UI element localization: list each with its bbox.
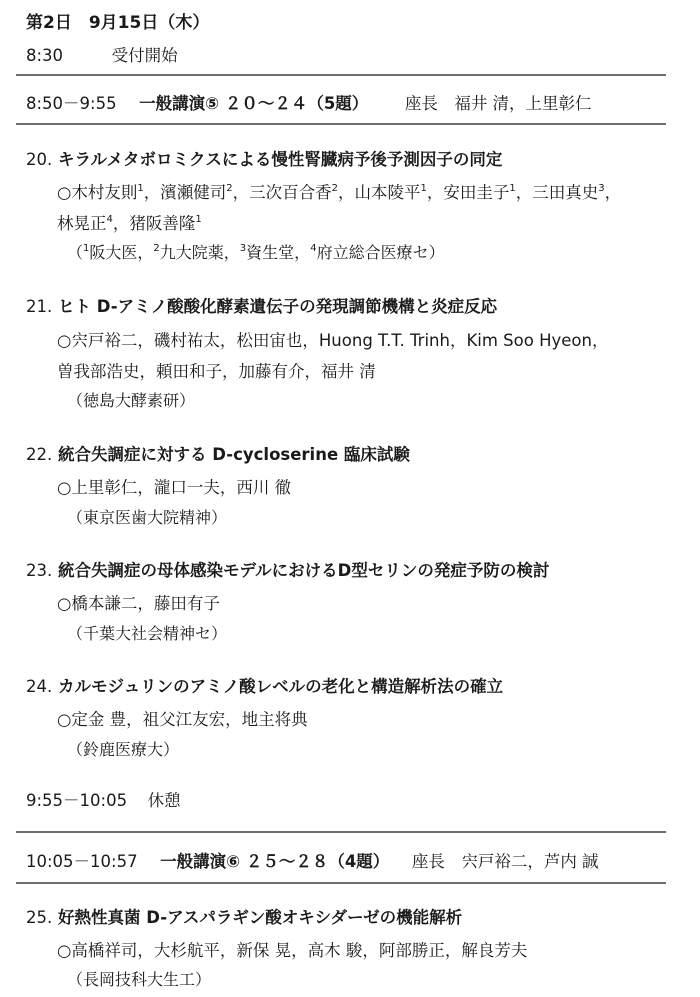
talk-25-title: 好熱性真菌 D-アスパラギン酸オキシダーゼの機能解析	[58, 908, 463, 927]
talk-24-affiliation: （鈴鹿医療大）	[67, 740, 180, 759]
talk-24-number: 24.	[26, 677, 53, 696]
reception-time: 8:30	[26, 46, 64, 65]
day-header: 第2日 9月15日（木）	[26, 13, 210, 33]
break-row	[26, 787, 181, 811]
talk-23-number: 23.	[26, 561, 53, 580]
divider	[16, 123, 666, 125]
talk-25-authors: ○高橋祥司，大杉航平，新保 晃，高木 駿，阿部勝正，解良芳夫	[57, 941, 528, 960]
talk-24-authors: ○定金 豊，祖父江友宏，地主将典	[57, 710, 308, 729]
break-time: 9:55－10:05	[26, 791, 128, 810]
talk-22-affiliation: （東京医歯大院精神）	[67, 508, 228, 527]
reception-text: 受付開始	[111, 46, 178, 65]
talk-20-authors-1: ○木村友則$^1$，濱瀬健司$^2$，三次百合香$^2$，山本陵平$^1$，安田圭子$^1$，三田真史$^3$，	[57, 183, 622, 202]
break-text: 休憩	[147, 791, 181, 810]
divider	[16, 831, 666, 833]
talk-21-title-row	[26, 293, 497, 317]
session-6-chair: 座長 宍戸裕二，芦内 誠	[411, 852, 599, 871]
session-5-chair: 座長 福井 清，上里彰仁	[404, 94, 592, 113]
talk-23-title-row	[26, 557, 549, 581]
talk-20-number: 20.	[26, 150, 53, 169]
session-5-name: 一般講演⑤ ２０～２４（5題）	[139, 94, 369, 113]
talk-21-affiliation: （徳島大酵素研）	[67, 391, 196, 410]
talk-22-title: 統合失調症に対する D-cycloserine 臨床試験	[58, 445, 410, 464]
talk-22-title-row	[26, 441, 410, 465]
session-6-name: 一般講演⑥ ２５～２８（4題）	[160, 852, 390, 871]
talk-21-authors-2: 曽我部浩史，頼田和子，加藤有介，福井 清	[57, 362, 376, 381]
talk-20-title-row	[26, 146, 502, 170]
talk-22-authors: ○上里彰仁，瀧口一夫，西川 徹	[57, 478, 292, 497]
talk-20-title: キラルメタボロミクスによる慢性腎臓病予後予測因子の同定	[58, 150, 503, 169]
talk-20-authors-2: 林晃正$^4$，猪阪善隆$^1$	[57, 214, 202, 233]
session-5-time: 8:50－9:55	[26, 94, 117, 113]
talk-21-authors-1: ○宍戸裕二，磯村祐太，松田宙也，Huong T.T. Trinh，Kim Soo Hyeon，	[57, 331, 609, 350]
divider	[16, 74, 666, 76]
talk-23-title: 統合失調症の母体感染モデルにおけるD型セリンの発症予防の検討	[58, 561, 550, 580]
talk-20-affiliation: （$^1$阪大医，$^2$九大院薬，$^3$資生堂，$^4$府立総合医療セ）	[67, 243, 445, 262]
talk-21-title: ヒト D-アミノ酸酸化酵素遺伝子の発現調節機構と炎症反応	[58, 297, 498, 316]
talk-25-number: 25.	[26, 908, 53, 927]
talk-22-number: 22.	[26, 445, 53, 464]
session-6-time: 10:05－10:57	[26, 852, 138, 871]
talk-23-authors: ○橋本謙二，藤田有子	[57, 594, 220, 613]
talk-24-title: カルモジュリンのアミノ酸レベルの老化と構造解析法の確立	[58, 677, 504, 696]
talk-23-affiliation: （千葉大社会精神セ）	[67, 624, 228, 643]
talk-24-title-row	[26, 673, 503, 697]
session-6-row	[26, 848, 599, 872]
talk-25-title-row	[26, 904, 462, 928]
session-5-row	[26, 90, 592, 114]
reception-row	[26, 42, 178, 66]
talk-21-number: 21.	[26, 297, 53, 316]
talk-25-affiliation: （長岡技科大生工）	[67, 970, 212, 989]
divider	[16, 882, 666, 884]
